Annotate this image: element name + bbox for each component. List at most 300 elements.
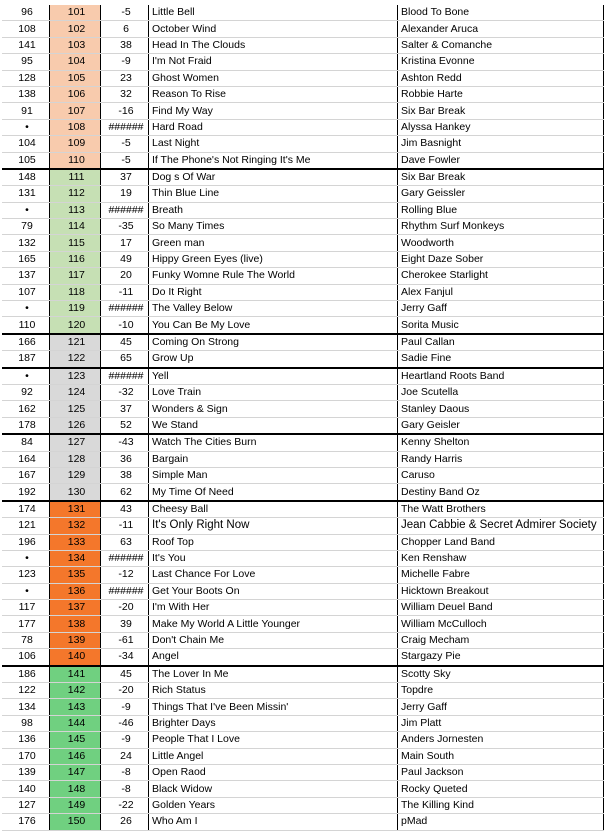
artist-cell: Rocky Queted	[398, 781, 604, 797]
artist-cell: Ken Renshaw	[398, 550, 604, 566]
position-cell: 135	[50, 567, 101, 583]
position-cell: 106	[50, 86, 101, 102]
last-week-cell: 134	[2, 699, 50, 715]
last-week-cell: 123	[2, 567, 50, 583]
artist-cell: Main South	[398, 748, 604, 764]
change-cell: -9	[101, 732, 149, 748]
change-cell: -35	[101, 219, 149, 235]
table-row	[2, 814, 604, 830]
last-week-cell: •	[2, 583, 50, 599]
table-row	[2, 467, 604, 483]
position-cell: 141	[50, 666, 101, 683]
last-week-cell: 131	[2, 186, 50, 202]
artist-cell: Craig Mecham	[398, 632, 604, 648]
song-title-cell: October Wind	[149, 21, 398, 37]
table-row	[2, 534, 604, 550]
table-row	[2, 103, 604, 119]
table-row	[2, 567, 604, 583]
last-week-cell: 187	[2, 351, 50, 368]
last-week-cell: 170	[2, 748, 50, 764]
change-cell: 63	[101, 534, 149, 550]
song-title-cell: It's Only Right Now	[149, 518, 398, 534]
change-cell: -46	[101, 715, 149, 731]
song-title-cell: We Stand	[149, 417, 398, 434]
last-week-cell: 132	[2, 235, 50, 251]
artist-cell: Kristina Evonne	[398, 54, 604, 70]
table-row	[2, 169, 604, 186]
artist-cell: Gary Geissler	[398, 186, 604, 202]
last-week-cell: 128	[2, 70, 50, 86]
change-cell: ######	[101, 301, 149, 317]
artist-cell: Heartland Roots Band	[398, 368, 604, 385]
song-title-cell: Last Night	[149, 136, 398, 152]
position-cell: 107	[50, 103, 101, 119]
change-cell: -5	[101, 152, 149, 169]
position-cell: 112	[50, 186, 101, 202]
last-week-cell: 140	[2, 781, 50, 797]
position-cell: 146	[50, 748, 101, 764]
change-cell: 26	[101, 814, 149, 830]
position-cell: 110	[50, 152, 101, 169]
table-row	[2, 202, 604, 218]
song-title-cell: Open Raod	[149, 764, 398, 780]
last-week-cell: 79	[2, 219, 50, 235]
last-week-cell: 92	[2, 384, 50, 400]
position-cell: 133	[50, 534, 101, 550]
change-cell: 23	[101, 70, 149, 86]
table-row	[2, 334, 604, 351]
position-cell: 119	[50, 301, 101, 317]
table-row	[2, 301, 604, 317]
song-title-cell: If The Phone's Not Ringing It's Me	[149, 152, 398, 169]
artist-cell: Jim Platt	[398, 715, 604, 731]
song-title-cell: Who Am I	[149, 814, 398, 830]
table-row	[2, 5, 604, 21]
change-cell: 37	[101, 401, 149, 417]
song-title-cell: People That I Love	[149, 732, 398, 748]
song-title-cell: The Valley Below	[149, 301, 398, 317]
song-title-cell: Love Train	[149, 384, 398, 400]
artist-cell: Rhythm Surf Monkeys	[398, 219, 604, 235]
song-title-cell: I'm Not Fraid	[149, 54, 398, 70]
artist-cell: Robbie Harte	[398, 86, 604, 102]
song-title-cell: You Can Be My Love	[149, 317, 398, 334]
last-week-cell: 96	[2, 5, 50, 21]
position-cell: 115	[50, 235, 101, 251]
change-cell: 37	[101, 169, 149, 186]
change-cell: ######	[101, 202, 149, 218]
change-cell: 65	[101, 351, 149, 368]
table-row	[2, 434, 604, 451]
position-cell: 134	[50, 550, 101, 566]
song-title-cell: It's You	[149, 550, 398, 566]
song-title-cell: Watch The Cities Burn	[149, 434, 398, 451]
position-cell: 105	[50, 70, 101, 86]
song-title-cell: Black Widow	[149, 781, 398, 797]
table-row	[2, 70, 604, 86]
table-row	[2, 632, 604, 648]
song-title-cell: Make My World A Little Younger	[149, 616, 398, 632]
last-week-cell: 122	[2, 683, 50, 699]
position-cell: 114	[50, 219, 101, 235]
last-week-cell: 177	[2, 616, 50, 632]
last-week-cell: 136	[2, 732, 50, 748]
last-week-cell: 165	[2, 251, 50, 267]
song-title-cell: So Many Times	[149, 219, 398, 235]
song-title-cell: The Lover In Me	[149, 666, 398, 683]
artist-cell: Jean Cabbie & Secret Admirer Society	[398, 518, 604, 534]
song-title-cell: Wonders & Sign	[149, 401, 398, 417]
artist-cell: Stanley Daous	[398, 401, 604, 417]
artist-cell: Stargazy Pie	[398, 649, 604, 666]
change-cell: -11	[101, 518, 149, 534]
artist-cell: Alex Fanjul	[398, 284, 604, 300]
song-title-cell: Little Angel	[149, 748, 398, 764]
artist-cell: Jerry Gaff	[398, 699, 604, 715]
table-row	[2, 417, 604, 434]
table-row	[2, 550, 604, 566]
position-cell: 144	[50, 715, 101, 731]
position-cell: 142	[50, 683, 101, 699]
position-cell: 150	[50, 814, 101, 830]
table-row	[2, 518, 604, 534]
change-cell: 62	[101, 484, 149, 501]
table-row	[2, 136, 604, 152]
table-row	[2, 748, 604, 764]
artist-cell: The Killing Kind	[398, 797, 604, 813]
last-week-cell: 174	[2, 501, 50, 518]
table-row	[2, 368, 604, 385]
table-row	[2, 715, 604, 731]
artist-cell: Scotty Sky	[398, 666, 604, 683]
last-week-cell: 192	[2, 484, 50, 501]
last-week-cell: 78	[2, 632, 50, 648]
table-row	[2, 119, 604, 135]
artist-cell: William McCulloch	[398, 616, 604, 632]
artist-cell: William Deuel Band	[398, 600, 604, 616]
change-cell: 38	[101, 467, 149, 483]
artist-cell: Six Bar Break	[398, 169, 604, 186]
position-cell: 128	[50, 451, 101, 467]
position-cell: 143	[50, 699, 101, 715]
song-title-cell: Reason To Rise	[149, 86, 398, 102]
position-cell: 120	[50, 317, 101, 334]
last-week-cell: 178	[2, 417, 50, 434]
last-week-cell: 166	[2, 334, 50, 351]
position-cell: 123	[50, 368, 101, 385]
last-week-cell: 110	[2, 317, 50, 334]
artist-cell: Salter & Comanche	[398, 37, 604, 53]
artist-cell: Dave Fowler	[398, 152, 604, 169]
artist-cell: Destiny Band Oz	[398, 484, 604, 501]
song-title-cell: Last Chance For Love	[149, 567, 398, 583]
change-cell: -20	[101, 683, 149, 699]
table-row	[2, 616, 604, 632]
song-title-cell: Golden Years	[149, 797, 398, 813]
position-cell: 109	[50, 136, 101, 152]
artist-cell: Anders Jornesten	[398, 732, 604, 748]
table-row	[2, 384, 604, 400]
song-title-cell: Breath	[149, 202, 398, 218]
position-cell: 102	[50, 21, 101, 37]
song-title-cell: Get Your Boots On	[149, 583, 398, 599]
last-week-cell: •	[2, 301, 50, 317]
position-cell: 126	[50, 417, 101, 434]
chart-table-body	[2, 5, 604, 830]
change-cell: -9	[101, 699, 149, 715]
last-week-cell: 98	[2, 715, 50, 731]
change-cell: 45	[101, 334, 149, 351]
artist-cell: Alyssa Hankey	[398, 119, 604, 135]
position-cell: 129	[50, 467, 101, 483]
position-cell: 122	[50, 351, 101, 368]
last-week-cell: •	[2, 550, 50, 566]
table-row	[2, 649, 604, 666]
table-row	[2, 683, 604, 699]
artist-cell: Hicktown Breakout	[398, 583, 604, 599]
song-title-cell: Angel	[149, 649, 398, 666]
song-title-cell: Find My Way	[149, 103, 398, 119]
position-cell: 116	[50, 251, 101, 267]
table-row	[2, 37, 604, 53]
change-cell: 52	[101, 417, 149, 434]
artist-cell: Jim Basnight	[398, 136, 604, 152]
position-cell: 145	[50, 732, 101, 748]
artist-cell: Caruso	[398, 467, 604, 483]
artist-cell: Six Bar Break	[398, 103, 604, 119]
last-week-cell: 105	[2, 152, 50, 169]
table-row	[2, 764, 604, 780]
table-row	[2, 781, 604, 797]
artist-cell: Jerry Gaff	[398, 301, 604, 317]
artist-cell: Cherokee Starlight	[398, 268, 604, 284]
change-cell: 20	[101, 268, 149, 284]
position-cell: 137	[50, 600, 101, 616]
song-title-cell: Brighter Days	[149, 715, 398, 731]
last-week-cell: •	[2, 202, 50, 218]
change-cell: -5	[101, 5, 149, 21]
table-row	[2, 54, 604, 70]
last-week-cell: 164	[2, 451, 50, 467]
artist-cell: Ashton Redd	[398, 70, 604, 86]
table-row	[2, 219, 604, 235]
position-cell: 138	[50, 616, 101, 632]
change-cell: -32	[101, 384, 149, 400]
song-title-cell: Yell	[149, 368, 398, 385]
song-title-cell: Grow Up	[149, 351, 398, 368]
change-cell: -5	[101, 136, 149, 152]
last-week-cell: 196	[2, 534, 50, 550]
song-title-cell: Bargain	[149, 451, 398, 467]
artist-cell: pMad	[398, 814, 604, 830]
position-cell: 113	[50, 202, 101, 218]
last-week-cell: 127	[2, 797, 50, 813]
change-cell: -11	[101, 284, 149, 300]
last-week-cell: 95	[2, 54, 50, 70]
last-week-cell: 137	[2, 268, 50, 284]
song-title-cell: Cheesy Ball	[149, 501, 398, 518]
table-row	[2, 797, 604, 813]
last-week-cell: 176	[2, 814, 50, 830]
change-cell: 32	[101, 86, 149, 102]
artist-cell: Chopper Land Band	[398, 534, 604, 550]
change-cell: ######	[101, 119, 149, 135]
table-row	[2, 699, 604, 715]
last-week-cell: •	[2, 119, 50, 135]
change-cell: -10	[101, 317, 149, 334]
song-title-cell: Simple Man	[149, 467, 398, 483]
change-cell: -8	[101, 764, 149, 780]
last-week-cell: 121	[2, 518, 50, 534]
table-row	[2, 732, 604, 748]
song-title-cell: Hippy Green Eyes (live)	[149, 251, 398, 267]
artist-cell: Kenny Shelton	[398, 434, 604, 451]
position-cell: 108	[50, 119, 101, 135]
artist-cell: Blood To Bone	[398, 5, 604, 21]
change-cell: ######	[101, 368, 149, 385]
table-row	[2, 351, 604, 368]
artist-cell: Randy Harris	[398, 451, 604, 467]
position-cell: 127	[50, 434, 101, 451]
artist-cell: Joe Scutella	[398, 384, 604, 400]
artist-cell: Michelle Fabre	[398, 567, 604, 583]
change-cell: -34	[101, 649, 149, 666]
last-week-cell: 107	[2, 284, 50, 300]
artist-cell: The Watt Brothers	[398, 501, 604, 518]
last-week-cell: 138	[2, 86, 50, 102]
last-week-cell: 104	[2, 136, 50, 152]
position-cell: 118	[50, 284, 101, 300]
position-cell: 101	[50, 5, 101, 21]
song-title-cell: Thin Blue Line	[149, 186, 398, 202]
change-cell: -20	[101, 600, 149, 616]
last-week-cell: 108	[2, 21, 50, 37]
table-row	[2, 583, 604, 599]
last-week-cell: 167	[2, 467, 50, 483]
song-title-cell: Funky Womne Rule The World	[149, 268, 398, 284]
position-cell: 149	[50, 797, 101, 813]
song-title-cell: Roof Top	[149, 534, 398, 550]
last-week-cell: 139	[2, 764, 50, 780]
table-row	[2, 317, 604, 334]
position-cell: 136	[50, 583, 101, 599]
change-cell: 24	[101, 748, 149, 764]
position-cell: 131	[50, 501, 101, 518]
change-cell: -43	[101, 434, 149, 451]
table-row	[2, 401, 604, 417]
table-row	[2, 600, 604, 616]
change-cell: 38	[101, 37, 149, 53]
last-week-cell: 148	[2, 169, 50, 186]
position-cell: 103	[50, 37, 101, 53]
song-title-cell: Ghost Women	[149, 70, 398, 86]
chart-table	[2, 5, 604, 831]
change-cell: -16	[101, 103, 149, 119]
change-cell: 45	[101, 666, 149, 683]
position-cell: 130	[50, 484, 101, 501]
position-cell: 111	[50, 169, 101, 186]
position-cell: 125	[50, 401, 101, 417]
position-cell: 117	[50, 268, 101, 284]
table-row	[2, 666, 604, 683]
table-row	[2, 86, 604, 102]
position-cell: 147	[50, 764, 101, 780]
artist-cell: Eight Daze Sober	[398, 251, 604, 267]
song-title-cell: My Time Of Need	[149, 484, 398, 501]
artist-cell: Gary Geisler	[398, 417, 604, 434]
change-cell: -9	[101, 54, 149, 70]
table-row	[2, 21, 604, 37]
position-cell: 148	[50, 781, 101, 797]
change-cell: 43	[101, 501, 149, 518]
change-cell: -8	[101, 781, 149, 797]
change-cell: ######	[101, 583, 149, 599]
last-week-cell: 91	[2, 103, 50, 119]
last-week-cell: 186	[2, 666, 50, 683]
song-title-cell: Little Bell	[149, 5, 398, 21]
artist-cell: Alexander Aruca	[398, 21, 604, 37]
position-cell: 139	[50, 632, 101, 648]
change-cell: -22	[101, 797, 149, 813]
song-title-cell: I'm With Her	[149, 600, 398, 616]
change-cell: -12	[101, 567, 149, 583]
table-row	[2, 268, 604, 284]
song-title-cell: Coming On Strong	[149, 334, 398, 351]
last-week-cell: 84	[2, 434, 50, 451]
table-row	[2, 235, 604, 251]
song-title-cell: Hard Road	[149, 119, 398, 135]
artist-cell: Paul Jackson	[398, 764, 604, 780]
artist-cell: Paul Callan	[398, 334, 604, 351]
last-week-cell: 141	[2, 37, 50, 53]
artist-cell: Rolling Blue	[398, 202, 604, 218]
position-cell: 104	[50, 54, 101, 70]
song-title-cell: Head In The Clouds	[149, 37, 398, 53]
change-cell: 49	[101, 251, 149, 267]
table-row	[2, 484, 604, 501]
change-cell: 39	[101, 616, 149, 632]
last-week-cell: •	[2, 368, 50, 385]
change-cell: 36	[101, 451, 149, 467]
change-cell: 17	[101, 235, 149, 251]
change-cell: 19	[101, 186, 149, 202]
song-title-cell: Don't Chain Me	[149, 632, 398, 648]
table-row	[2, 451, 604, 467]
last-week-cell: 162	[2, 401, 50, 417]
song-title-cell: Dog s Of War	[149, 169, 398, 186]
song-title-cell: Do It Right	[149, 284, 398, 300]
table-row	[2, 284, 604, 300]
position-cell: 132	[50, 518, 101, 534]
position-cell: 140	[50, 649, 101, 666]
position-cell: 124	[50, 384, 101, 400]
artist-cell: Woodworth	[398, 235, 604, 251]
position-cell: 121	[50, 334, 101, 351]
change-cell: -61	[101, 632, 149, 648]
last-week-cell: 117	[2, 600, 50, 616]
table-row	[2, 251, 604, 267]
song-title-cell: Things That I've Been Missin'	[149, 699, 398, 715]
table-row	[2, 186, 604, 202]
change-cell: ######	[101, 550, 149, 566]
artist-cell: Topdre	[398, 683, 604, 699]
artist-cell: Sorita Music	[398, 317, 604, 334]
table-row	[2, 152, 604, 169]
song-title-cell: Rich Status	[149, 683, 398, 699]
artist-cell: Sadie Fine	[398, 351, 604, 368]
last-week-cell: 106	[2, 649, 50, 666]
song-title-cell: Green man	[149, 235, 398, 251]
